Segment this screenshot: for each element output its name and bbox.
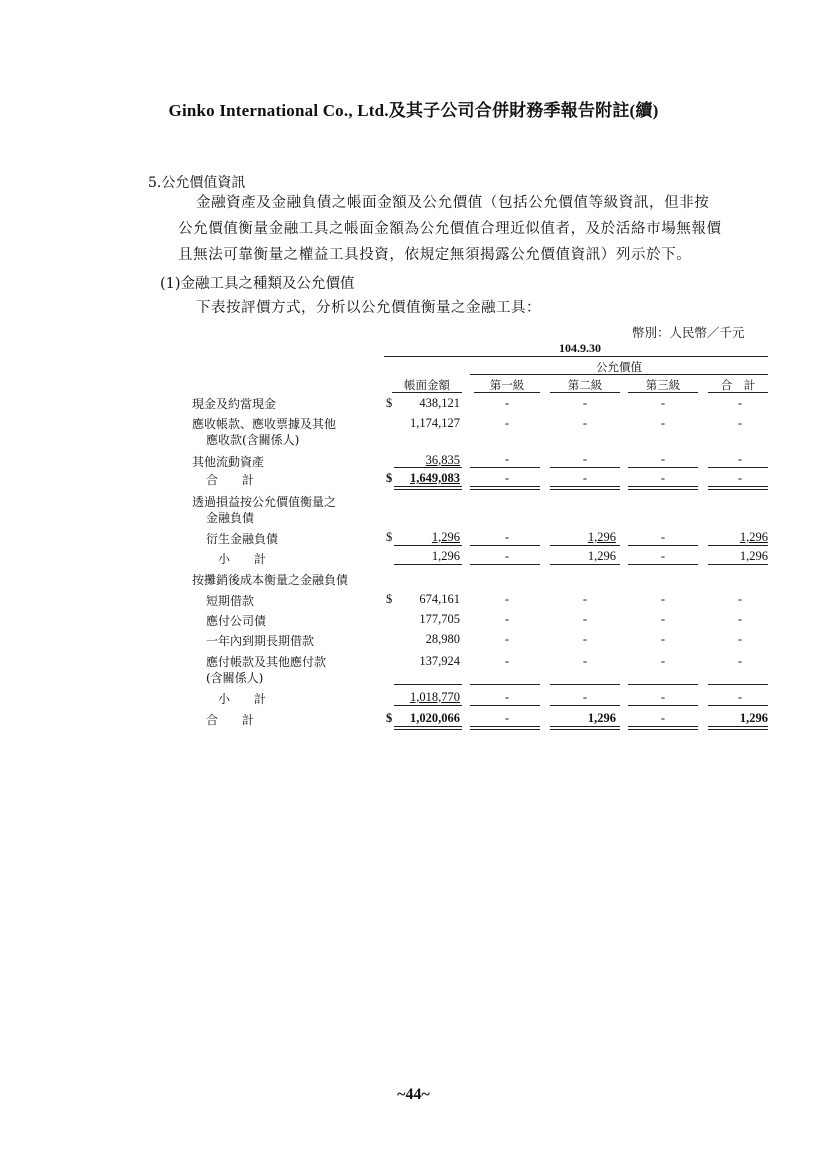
cell-level3: - bbox=[660, 632, 666, 646]
dollar-sign: $ bbox=[386, 592, 393, 606]
cell-level3: - bbox=[660, 612, 666, 626]
row-label: 一年內到期長期借款 bbox=[206, 634, 315, 648]
cell-level1: - bbox=[504, 396, 510, 410]
row-label: 透過損益按公允價值衡量之 bbox=[192, 495, 337, 509]
row-label: 小 計 bbox=[218, 552, 267, 566]
cell-total: - bbox=[737, 416, 743, 430]
cell-carrying: 438,121 bbox=[419, 396, 460, 410]
cell-carrying: 674,161 bbox=[419, 592, 460, 606]
cell-total: - bbox=[737, 396, 743, 410]
cell-carrying: 36,835 bbox=[425, 453, 460, 467]
cell-level2: - bbox=[582, 632, 588, 646]
dollar-sign: $ bbox=[386, 711, 393, 725]
row-label: 衍生金融負債 bbox=[206, 532, 279, 546]
fair-value-header: 公允價值 bbox=[596, 360, 642, 374]
col-header-level1: 第一級 bbox=[489, 378, 525, 392]
row-label-cont: 金融負債 bbox=[206, 511, 255, 525]
cell-level1: - bbox=[504, 632, 510, 646]
cell-carrying: 137,924 bbox=[419, 654, 460, 668]
cell-total: - bbox=[737, 612, 743, 626]
row-label: 按攤銷後成本衡量之金融負債 bbox=[192, 573, 349, 587]
cell-level1: - bbox=[504, 592, 510, 606]
cell-total: - bbox=[737, 592, 743, 606]
fair-value-rule bbox=[470, 374, 768, 375]
table-date: 104.9.30 bbox=[559, 341, 601, 355]
cell-level1: - bbox=[504, 416, 510, 430]
cell-level2: - bbox=[582, 396, 588, 410]
cell-level3: - bbox=[660, 530, 666, 544]
cell-carrying: 177,705 bbox=[419, 612, 460, 626]
row-label: 應付公司債 bbox=[206, 614, 267, 628]
cell-carrying: 1,649,083 bbox=[410, 471, 460, 485]
cell-carrying: 1,018,770 bbox=[410, 690, 460, 704]
cell-level2: - bbox=[582, 592, 588, 606]
col-header-total: 合 計 bbox=[720, 378, 756, 392]
cell-total: - bbox=[737, 452, 743, 466]
intro-line-3: 且無法可靠衡量之權益工具投資，依規定無須揭露公允價值資訊）列示於下。 bbox=[178, 247, 692, 263]
cell-level3: - bbox=[660, 396, 666, 410]
intro-line-2: 公允價值衡量金融工具之帳面金額為公允價值合理近似值者，及於活絡市場無報價 bbox=[178, 221, 722, 237]
cell-level2: 1,296 bbox=[587, 530, 616, 544]
cell-level3: - bbox=[660, 592, 666, 606]
cell-level3: - bbox=[660, 471, 666, 485]
dollar-sign: $ bbox=[386, 471, 393, 485]
header-rule bbox=[384, 356, 768, 357]
page-title: Ginko International Co., Ltd.及其子公司合併財務季報告附註(續) bbox=[168, 101, 659, 120]
page-number: ~44~ bbox=[397, 1086, 430, 1103]
row-label: 合 計 bbox=[206, 713, 255, 727]
row-label: 應收帳款、應收票據及其他 bbox=[192, 417, 337, 431]
cell-carrying: 28,980 bbox=[425, 632, 460, 646]
cell-level2: - bbox=[582, 612, 588, 626]
cell-level1: - bbox=[504, 654, 510, 668]
col-header-level2: 第二級 bbox=[567, 378, 603, 392]
cell-level3: - bbox=[660, 690, 666, 704]
cell-carrying: 1,296 bbox=[431, 530, 460, 544]
cell-level1: - bbox=[504, 530, 510, 544]
cell-total: - bbox=[737, 471, 743, 485]
cell-level3: - bbox=[660, 416, 666, 430]
cell-total: 1,296 bbox=[739, 549, 768, 563]
subsection-text: 下表按評價方式，分析以公允價值衡量之金融工具： bbox=[196, 300, 541, 316]
cell-level1: - bbox=[504, 690, 510, 704]
currency-note: 幣別：人民幣／千元 bbox=[632, 325, 745, 340]
cell-level2: - bbox=[582, 690, 588, 704]
col-header-level3: 第三級 bbox=[645, 378, 681, 392]
dollar-sign: $ bbox=[386, 396, 393, 410]
col-header-carrying: 帳面金額 bbox=[404, 378, 450, 392]
row-label: 短期借款 bbox=[206, 594, 255, 608]
subsection-heading: (1)金融工具之種類及公允價值 bbox=[160, 276, 355, 292]
row-label: 現金及約當現金 bbox=[192, 397, 277, 411]
cell-level1: - bbox=[504, 711, 510, 725]
cell-carrying: 1,174,127 bbox=[410, 416, 460, 430]
cell-level3: - bbox=[660, 711, 666, 725]
cell-level2: - bbox=[582, 452, 588, 466]
cell-level3: - bbox=[660, 654, 666, 668]
cell-total: - bbox=[737, 632, 743, 646]
cell-total: 1,296 bbox=[739, 711, 768, 725]
row-label: 合 計 bbox=[206, 473, 255, 487]
cell-total: - bbox=[737, 654, 743, 668]
row-label: 應付帳款及其他應付款 bbox=[206, 655, 327, 669]
cell-total: - bbox=[737, 690, 743, 704]
section-heading: 5.公允價值資訊 bbox=[148, 175, 246, 191]
cell-level2: 1,296 bbox=[587, 711, 616, 725]
cell-level2: - bbox=[582, 654, 588, 668]
cell-total: 1,296 bbox=[739, 530, 768, 544]
cell-level2: 1,296 bbox=[587, 549, 616, 563]
row-label: 小 計 bbox=[218, 692, 267, 706]
cell-carrying: 1,020,066 bbox=[410, 711, 460, 725]
row-label-cont: 應收款(含關係人) bbox=[206, 433, 300, 447]
cell-level3: - bbox=[660, 549, 666, 563]
cell-level1: - bbox=[504, 452, 510, 466]
cell-carrying: 1,296 bbox=[431, 549, 460, 563]
cell-level3: - bbox=[660, 452, 666, 466]
cell-level1: - bbox=[504, 549, 510, 563]
cell-level1: - bbox=[504, 612, 510, 626]
cell-level2: - bbox=[582, 471, 588, 485]
row-label-cont: (含關係人) bbox=[206, 671, 264, 685]
cell-level1: - bbox=[504, 471, 510, 485]
cell-level2: - bbox=[582, 416, 588, 430]
row-label: 其他流動資產 bbox=[192, 455, 265, 469]
intro-line-1: 金融資產及金融負債之帳面金額及公允價值（包括公允價值等級資訊，但非按 bbox=[196, 195, 710, 211]
dollar-sign: $ bbox=[386, 530, 393, 544]
